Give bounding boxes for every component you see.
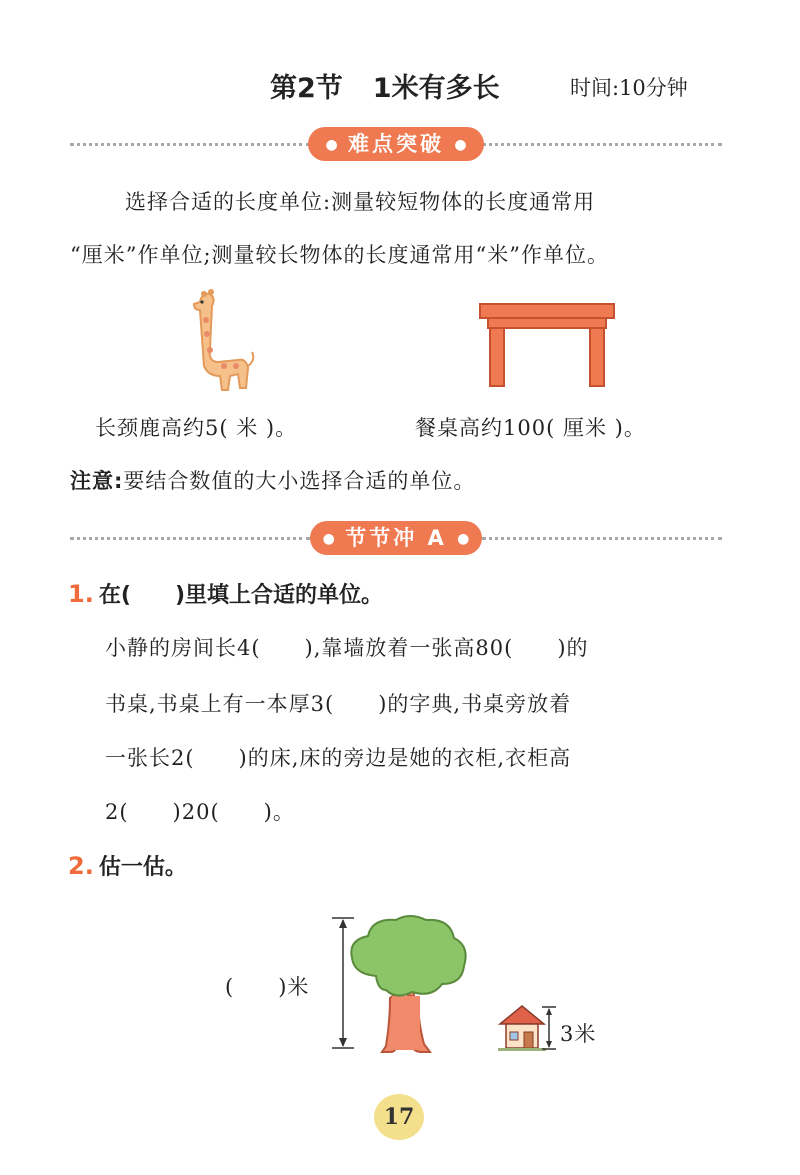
note xyxy=(70,465,475,495)
explanation-line-2: “厘米”作单位;测量较长物体的长度通常用“米”作单位。 xyxy=(70,243,610,267)
giraffe-icon xyxy=(180,288,260,398)
question-1-number: 1. xyxy=(68,580,94,608)
question-1-line-3: 一张长2( )的床,床的旁边是她的衣柜,衣柜高 xyxy=(105,746,572,770)
question-2-number: 2. xyxy=(68,852,94,880)
page-title xyxy=(270,66,500,105)
table-icon xyxy=(478,302,618,392)
page-number: 17 xyxy=(374,1094,424,1140)
lesson-title: 1米有多长 xyxy=(372,73,500,104)
question-1-line-4: 2( )20( )。 xyxy=(105,800,295,824)
section-badge-difficulty: ● 难点突破 ● xyxy=(308,127,484,161)
time-limit: 时间:10分钟 xyxy=(570,76,688,100)
section-number: 第2节 xyxy=(270,73,343,104)
house-height-label: 3米 xyxy=(560,1022,597,1046)
question-2-prompt: 估一估。 xyxy=(98,855,187,880)
tree-height-answer: ( )米 xyxy=(225,975,310,999)
explanation-line-1: 选择合适的长度单位:测量较短物体的长度通常用 xyxy=(125,190,596,214)
note-text: 要结合数值的大小选择合适的单位。 xyxy=(123,469,476,493)
tree-icon xyxy=(346,912,474,1054)
divider-left-2 xyxy=(70,537,310,540)
question-2-heading xyxy=(68,850,187,881)
divider-left xyxy=(70,143,310,146)
section-badge-practice: ● 节节冲 A ● xyxy=(310,521,482,555)
question-1-prompt: 在( )里填上合适的单位。 xyxy=(98,583,384,608)
giraffe-caption: 长颈鹿高约5( 米 )。 xyxy=(95,416,298,440)
divider-right xyxy=(482,143,722,146)
question-1-line-2: 书桌,书桌上有一本厚3( )的字典,书桌旁放着 xyxy=(105,692,572,716)
house-height-arrow-icon xyxy=(540,1004,558,1052)
divider-right-2 xyxy=(482,537,722,540)
question-1-heading xyxy=(68,578,383,609)
note-label: 注意: xyxy=(70,469,124,493)
question-1-line-1: 小静的房间长4( ),靠墙放着一张高80( )的 xyxy=(105,636,589,660)
table-caption: 餐桌高约100( 厘米 )。 xyxy=(415,416,646,440)
